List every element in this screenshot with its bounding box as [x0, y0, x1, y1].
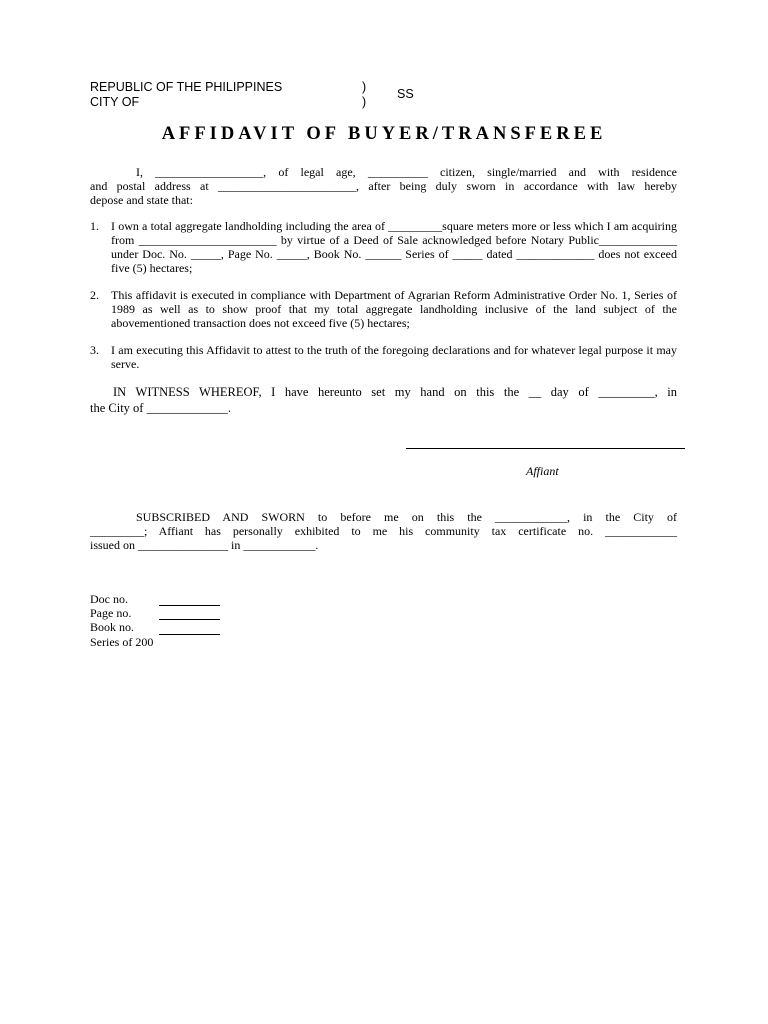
- doc-no-label: Doc no.: [90, 592, 128, 606]
- doc-no-blank: [159, 605, 220, 606]
- item-2-number: 2.: [90, 288, 99, 302]
- intro-line-1: I, __________________, of legal age, __________ citizen, single/married and with residence: [136, 165, 677, 179]
- series-label: Series of 200: [90, 635, 154, 649]
- witness-line-1: IN WITNESS WHEREOF, I have hereunto set my hand on this the __ day of _________, in: [113, 385, 677, 399]
- page-no-blank: [159, 619, 220, 620]
- document-title: AFFIDAVIT OF BUYER/TRANSFEREE: [161, 124, 607, 144]
- header-paren-2: ): [362, 95, 367, 109]
- subscribed-line-1: SUBSCRIBED AND SWORN to before me on this the ____________, in the City of: [136, 510, 677, 524]
- page-no-label: Page no.: [90, 606, 132, 620]
- item-1-text: I own a total aggregate landholding including the area of _________square meters more or less which I am acquiring from _______________________ by virtue of a Deed of Sale acknowledged before Notary Public_____________ under Doc. No. _____, Page No. _____, Book No. ______ Series of _____ dated _____________ does not exceed five (5) hectares;: [111, 219, 677, 275]
- subscribed-line-2: _________; Affiant has personally exhibited to me his community tax certificate no. ____________: [90, 524, 677, 538]
- book-no-blank: [159, 634, 220, 635]
- subscribed-line-3: issued on _______________ in ____________.: [90, 538, 319, 552]
- affiant-label: Affiant: [526, 464, 559, 478]
- intro-line-2: and postal address at _______________________, after being duly sworn in accordance with law hereby: [90, 179, 677, 193]
- intro-line-3: depose and state that:: [90, 193, 193, 207]
- item-3-number: 3.: [90, 343, 99, 357]
- header-city: CITY OF: [90, 95, 140, 109]
- witness-line-2: the City of _____________.: [90, 401, 231, 415]
- item-1-number: 1.: [90, 219, 99, 233]
- header-paren-1: ): [362, 80, 367, 94]
- header-ss: SS: [397, 87, 414, 101]
- header-republic: REPUBLIC OF THE PHILIPPINES: [90, 80, 283, 94]
- item-2-text: This affidavit is executed in compliance with Department of Agrarian Reform Administrative Order No. 1, Series of 1989 as well as to show proof that my total aggregate landholding inclusive of the land subject of the abovementioned transaction does not exceed five (5) hectares;: [111, 288, 677, 330]
- book-no-label: Book no.: [90, 620, 135, 634]
- signature-line: [406, 448, 685, 449]
- item-3-text: I am executing this Affidavit to attest to the truth of the foregoing declarations and for whatever legal purpose it may serve.: [111, 343, 677, 371]
